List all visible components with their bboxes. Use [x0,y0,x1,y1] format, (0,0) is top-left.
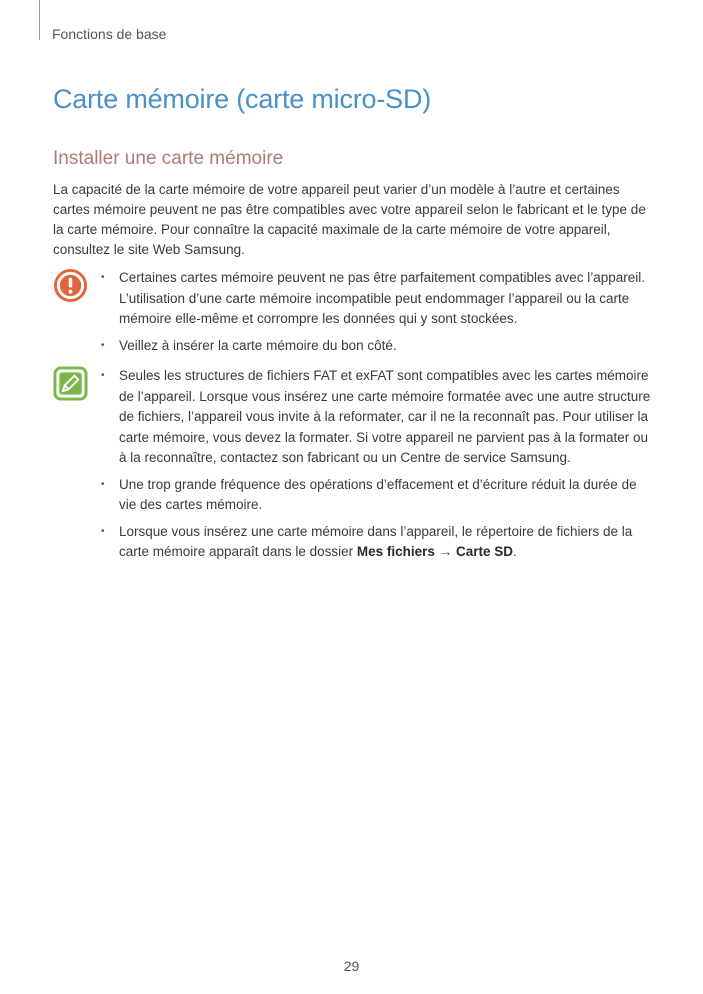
section-heading: Installer une carte mémoire [53,148,284,169]
bullet: • [101,339,105,351]
caution-icon [53,268,88,303]
list-item [101,522,653,563]
warning-list [101,268,653,362]
warning-item-text: Certaines cartes mémoire peuvent ne pas être parfaitement compatibles avec l’appareil. L’utilisation d’une carte mémoire incompatible peut endommager l’appareil ou la carte mémoire elle-même et corrompre les données qui y sont stockées. [119,270,646,326]
page-number: 29 [343,958,360,974]
sentence-end: . [513,544,517,559]
list-item [101,475,653,516]
header-rule [39,0,40,40]
running-header: Fonctions de base [52,26,167,42]
folder-path-sd-card: Carte SD [455,544,513,559]
bullet: • [101,370,105,381]
warning-item-text: Veillez à insérer la carte mémoire du bon côté. [119,337,397,353]
list-item [101,336,653,357]
bullet: • [101,272,105,283]
list-item [101,268,653,330]
list-item [101,366,653,469]
bullet: • [101,525,105,537]
note-pencil-icon [53,366,88,401]
page-title: Carte mémoire (carte micro-SD) [53,84,432,114]
folder-path-my-files: Mes fichiers [356,544,435,559]
note-item-text: Lorsque vous insérez une carte mémoire dans l’appareil, le répertoire de fichiers de la carte mémoire apparaît dans le dossier [119,523,633,559]
path-arrow: → [438,544,453,559]
note-item-text: Une trop grande fréquence des opérations d’effacement et d’écriture réduit la durée de vie des cartes mémoire. [119,476,637,512]
intro-paragraph: La capacité de la carte mémoire de votre appareil peut varier d’un modèle à l’autre et certaines cartes mémoire peuvent ne pas être compatibles avec votre appareil selon le fabricant et le type de la carte mémoire. Pour connaître la capacité maximale de la carte mémoire de votre appareil, consultez le site Web Samsung. [53,182,646,257]
note-item-text: Seules les structures de fichiers FAT et exFAT sont compatibles avec les cartes mémoire de l’appareil. Lorsque vous insérez une carte mémoire formatée avec une autre structure de fichiers, l’appareil vous invite à la reformater, car il ne la reconnaît pas. Pour utiliser la carte mémoire, vous devez la formater. Si votre appareil ne parvient pas à la formater ou à la reconnaître, contactez son fabricant ou un Centre de service Samsung. [119,368,651,465]
note-list [101,366,653,569]
bullet: • [101,478,105,490]
